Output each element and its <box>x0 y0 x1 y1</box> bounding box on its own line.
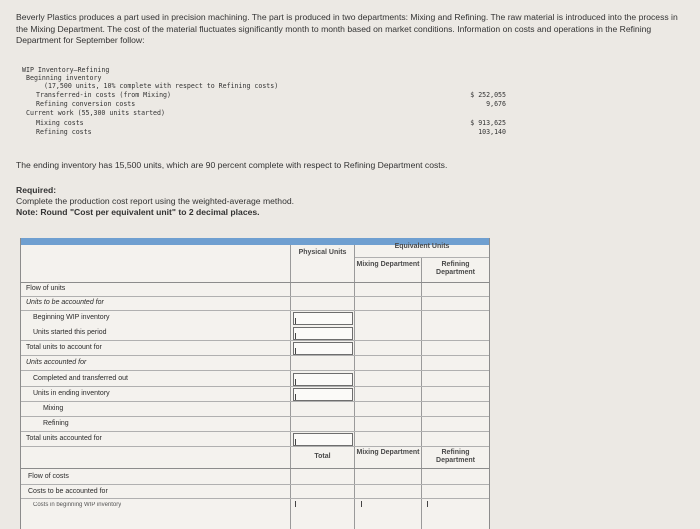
wip-beginning: Beginning inventory <box>26 74 102 82</box>
row-line <box>21 468 489 469</box>
wip-current-work: Current work (55,300 units started) <box>26 109 165 117</box>
refining-dept-header: Refining Department <box>436 261 475 276</box>
row-flow-of-costs: Flow of costs <box>28 473 69 480</box>
col-line-1 <box>290 245 291 529</box>
input-units-started-physical[interactable] <box>293 327 353 340</box>
problem-intro: Beverly Plastics produces a part used in precision machining. The part is produced in two departments: Mixing and Refining. The raw material is introduced into the process in the Mixing Department. The cost of the material fluctuates significantly month to month based on market conditions. Information on costs and operations in the Refining Department for September follow: <box>16 12 678 46</box>
row-line <box>21 310 489 311</box>
row-refining: Refining <box>43 420 69 427</box>
required-text: Complete the production cost report using the weighted-average method. <box>16 196 295 206</box>
production-cost-report <box>20 238 490 529</box>
row-line <box>21 484 489 485</box>
wip-mixing-costs-amt: $ 913,625 <box>470 119 506 127</box>
row-line <box>21 296 489 297</box>
cursor-mark <box>427 501 428 507</box>
required-heading: Required: <box>16 185 57 195</box>
row-units-accounted: Units accounted for <box>26 359 87 366</box>
refining-dept-header-2: Refining Department <box>436 449 475 464</box>
required-note: Note: Round "Cost per equivalent unit" to 2 decimal places. <box>16 207 260 217</box>
input-completed-physical[interactable] <box>293 373 353 386</box>
row-units-started: Units started this period <box>33 329 107 336</box>
row-total-accounted: Total units accounted for <box>26 435 102 442</box>
wip-title: WIP Inventory—Refining <box>22 66 110 74</box>
row-line <box>21 355 489 356</box>
row-units-ending: Units in ending inventory <box>33 390 110 397</box>
wip-mixing-costs: Mixing costs <box>36 119 84 127</box>
equiv-underline <box>355 257 489 258</box>
wip-refining-costs: Refining costs <box>36 128 92 136</box>
cursor-mark <box>295 318 296 324</box>
input-beginning-wip-physical[interactable] <box>293 312 353 325</box>
row-completed-transferred: Completed and transferred out <box>33 375 128 382</box>
mixing-dept-header-2: Mixing Department <box>356 449 420 456</box>
row-line <box>21 386 489 387</box>
row-line <box>21 370 489 371</box>
row-line <box>21 498 489 499</box>
wip-transferred-in-amt: $ 252,055 <box>470 91 506 99</box>
row-costs-to-account: Costs to be accounted for <box>28 488 108 495</box>
row-line <box>21 431 489 432</box>
row-mixing: Mixing <box>43 405 64 412</box>
equivalent-units-header: Equivalent Units <box>394 243 450 250</box>
input-total-to-account-physical[interactable] <box>293 342 353 355</box>
ending-inventory-text: The ending inventory has 15,500 units, which are 90 percent complete with respect to Refining Department costs. <box>16 160 448 170</box>
input-total-accounted-physical[interactable] <box>293 433 353 446</box>
row-beginning-wip: Beginning WIP inventory <box>33 314 110 321</box>
required-section <box>16 185 294 218</box>
row-line <box>21 446 489 447</box>
row-line <box>21 416 489 417</box>
row-flow-of-units: Flow of units <box>26 285 66 292</box>
col-line-3 <box>421 258 422 529</box>
mixing-dept-header: Mixing Department <box>356 261 420 268</box>
physical-units-header: Physical Units <box>298 249 347 256</box>
wip-beginning-detail: (17,500 units, 10% complete with respect to Refining costs) <box>44 82 279 90</box>
cursor-mark <box>295 379 296 385</box>
total-header: Total <box>314 453 331 460</box>
wip-refining-costs-amt: 103,140 <box>478 128 506 136</box>
cursor-mark <box>295 394 296 400</box>
row-line <box>21 340 489 341</box>
row-units-to-account: Units to be accounted for <box>26 299 104 306</box>
wip-transferred-in: Transferred-in costs (from Mixing) <box>36 91 171 99</box>
cursor-mark <box>295 348 296 354</box>
input-ending-physical[interactable] <box>293 388 353 401</box>
cursor-mark <box>295 501 296 507</box>
header-bottom <box>21 282 489 283</box>
cursor-mark <box>295 439 296 445</box>
cursor-mark <box>361 501 362 507</box>
row-line <box>21 401 489 402</box>
row-total-units-to-account: Total units to account for <box>26 344 102 351</box>
wip-refining-conv-amt: 9,676 <box>486 100 506 108</box>
row-costs-beginning-wip: Costs in beginning WIP inventory <box>33 502 122 508</box>
col-line-2 <box>354 245 355 529</box>
wip-refining-conv: Refining conversion costs <box>36 100 136 108</box>
cursor-mark <box>295 333 296 339</box>
